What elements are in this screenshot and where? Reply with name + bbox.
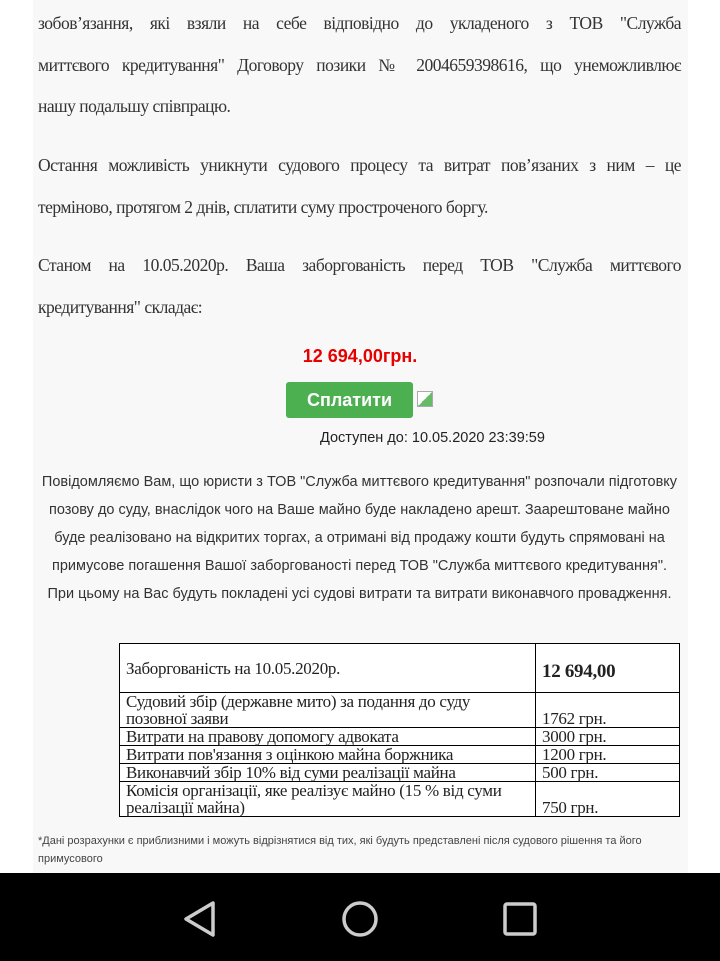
table-row — [120, 693, 680, 728]
table-row — [120, 728, 680, 746]
text-line: нашу подальшу співпрацю. — [38, 96, 231, 116]
table-row — [120, 782, 680, 817]
cell-label: Заборгованість на 10.05.2020р. — [120, 644, 536, 693]
table-row — [120, 764, 680, 782]
recents-icon[interactable] — [500, 899, 540, 939]
cell-label: Судовий збір (державне мито) за подання до суду позовної заяви — [120, 693, 536, 728]
cell-value: 1200 грн. — [536, 746, 680, 764]
back-icon[interactable] — [180, 899, 220, 939]
text-line: кредитування" складає: — [38, 296, 203, 317]
costs-table — [119, 643, 680, 817]
cell-value: 12 694,00 — [536, 644, 680, 693]
text-line: зобов’язання, які взяли на себе відповідно до укладеного з ТОВ "Служба — [38, 13, 681, 33]
android-nav-bar — [0, 873, 720, 961]
footnote: *Дані розрахунки є приблизними і можуть відрізнятися від тих, які будуть представлені після судового рішення та його примусового — [38, 835, 642, 865]
cell-label: Витрати на правову допомогу адвоката — [120, 728, 536, 746]
paragraph-obligations — [38, 3, 681, 128]
cell-value: 3000 грн. — [536, 728, 680, 746]
cell-value: 750 грн. — [536, 782, 680, 817]
broken-image-icon — [417, 391, 433, 407]
cell-label: Виконавчий збір 10% від суми реалізації майна — [120, 764, 536, 782]
paragraph-last-chance — [38, 145, 681, 228]
debt-amount: 12 694,00грн. — [302, 346, 418, 366]
home-icon[interactable] — [340, 899, 380, 939]
pay-button[interactable]: Сплатити — [286, 382, 413, 418]
cell-label: Комісія організації, яке реалізує майно (15 % від суми реалізації майна) — [120, 782, 536, 817]
text-line: Станом на 10.05.2020р. Ваша заборгованість перед ТОВ "Служба миттєвого — [38, 255, 681, 275]
court-notice: Повідомляємо Вам, що юристи з ТОВ "Служба миттєвого кредитування" розпочали підготовку позову до суду, внаслідок чого на Ваше майно буде накладено арешт. Заарештоване майно буде реалізовано на відкритих торгах, а отримані від продажу кошти будуть спрямовані на примусове погашення Вашої заборгованості перед ТОВ "Служба миттєвого кредитування". При цьому на Вас будуть покладені усі судові витрати та витрати виконавчого провадження. — [41, 474, 678, 602]
table-row — [120, 746, 680, 764]
cell-label: Витрати пов'язання з оцінкою майна боржника — [120, 746, 536, 764]
cell-value: 1762 грн. — [536, 693, 680, 728]
text-line: терміново, протягом 2 днів, сплатити суму простроченого боргу. — [38, 196, 488, 217]
text-line: Остання можливість уникнути судового процесу та витрат пов’язаних з ним – це — [38, 155, 681, 175]
text-line: миттєвого кредитування" Договору позики № 2004659398616, що унеможливлює — [38, 54, 681, 75]
paragraph-debt-status — [38, 245, 681, 328]
cell-value: 500 грн. — [536, 764, 680, 782]
available-until: Доступен до: 10.05.2020 23:39:59 — [320, 430, 545, 446]
table-row — [120, 644, 680, 693]
